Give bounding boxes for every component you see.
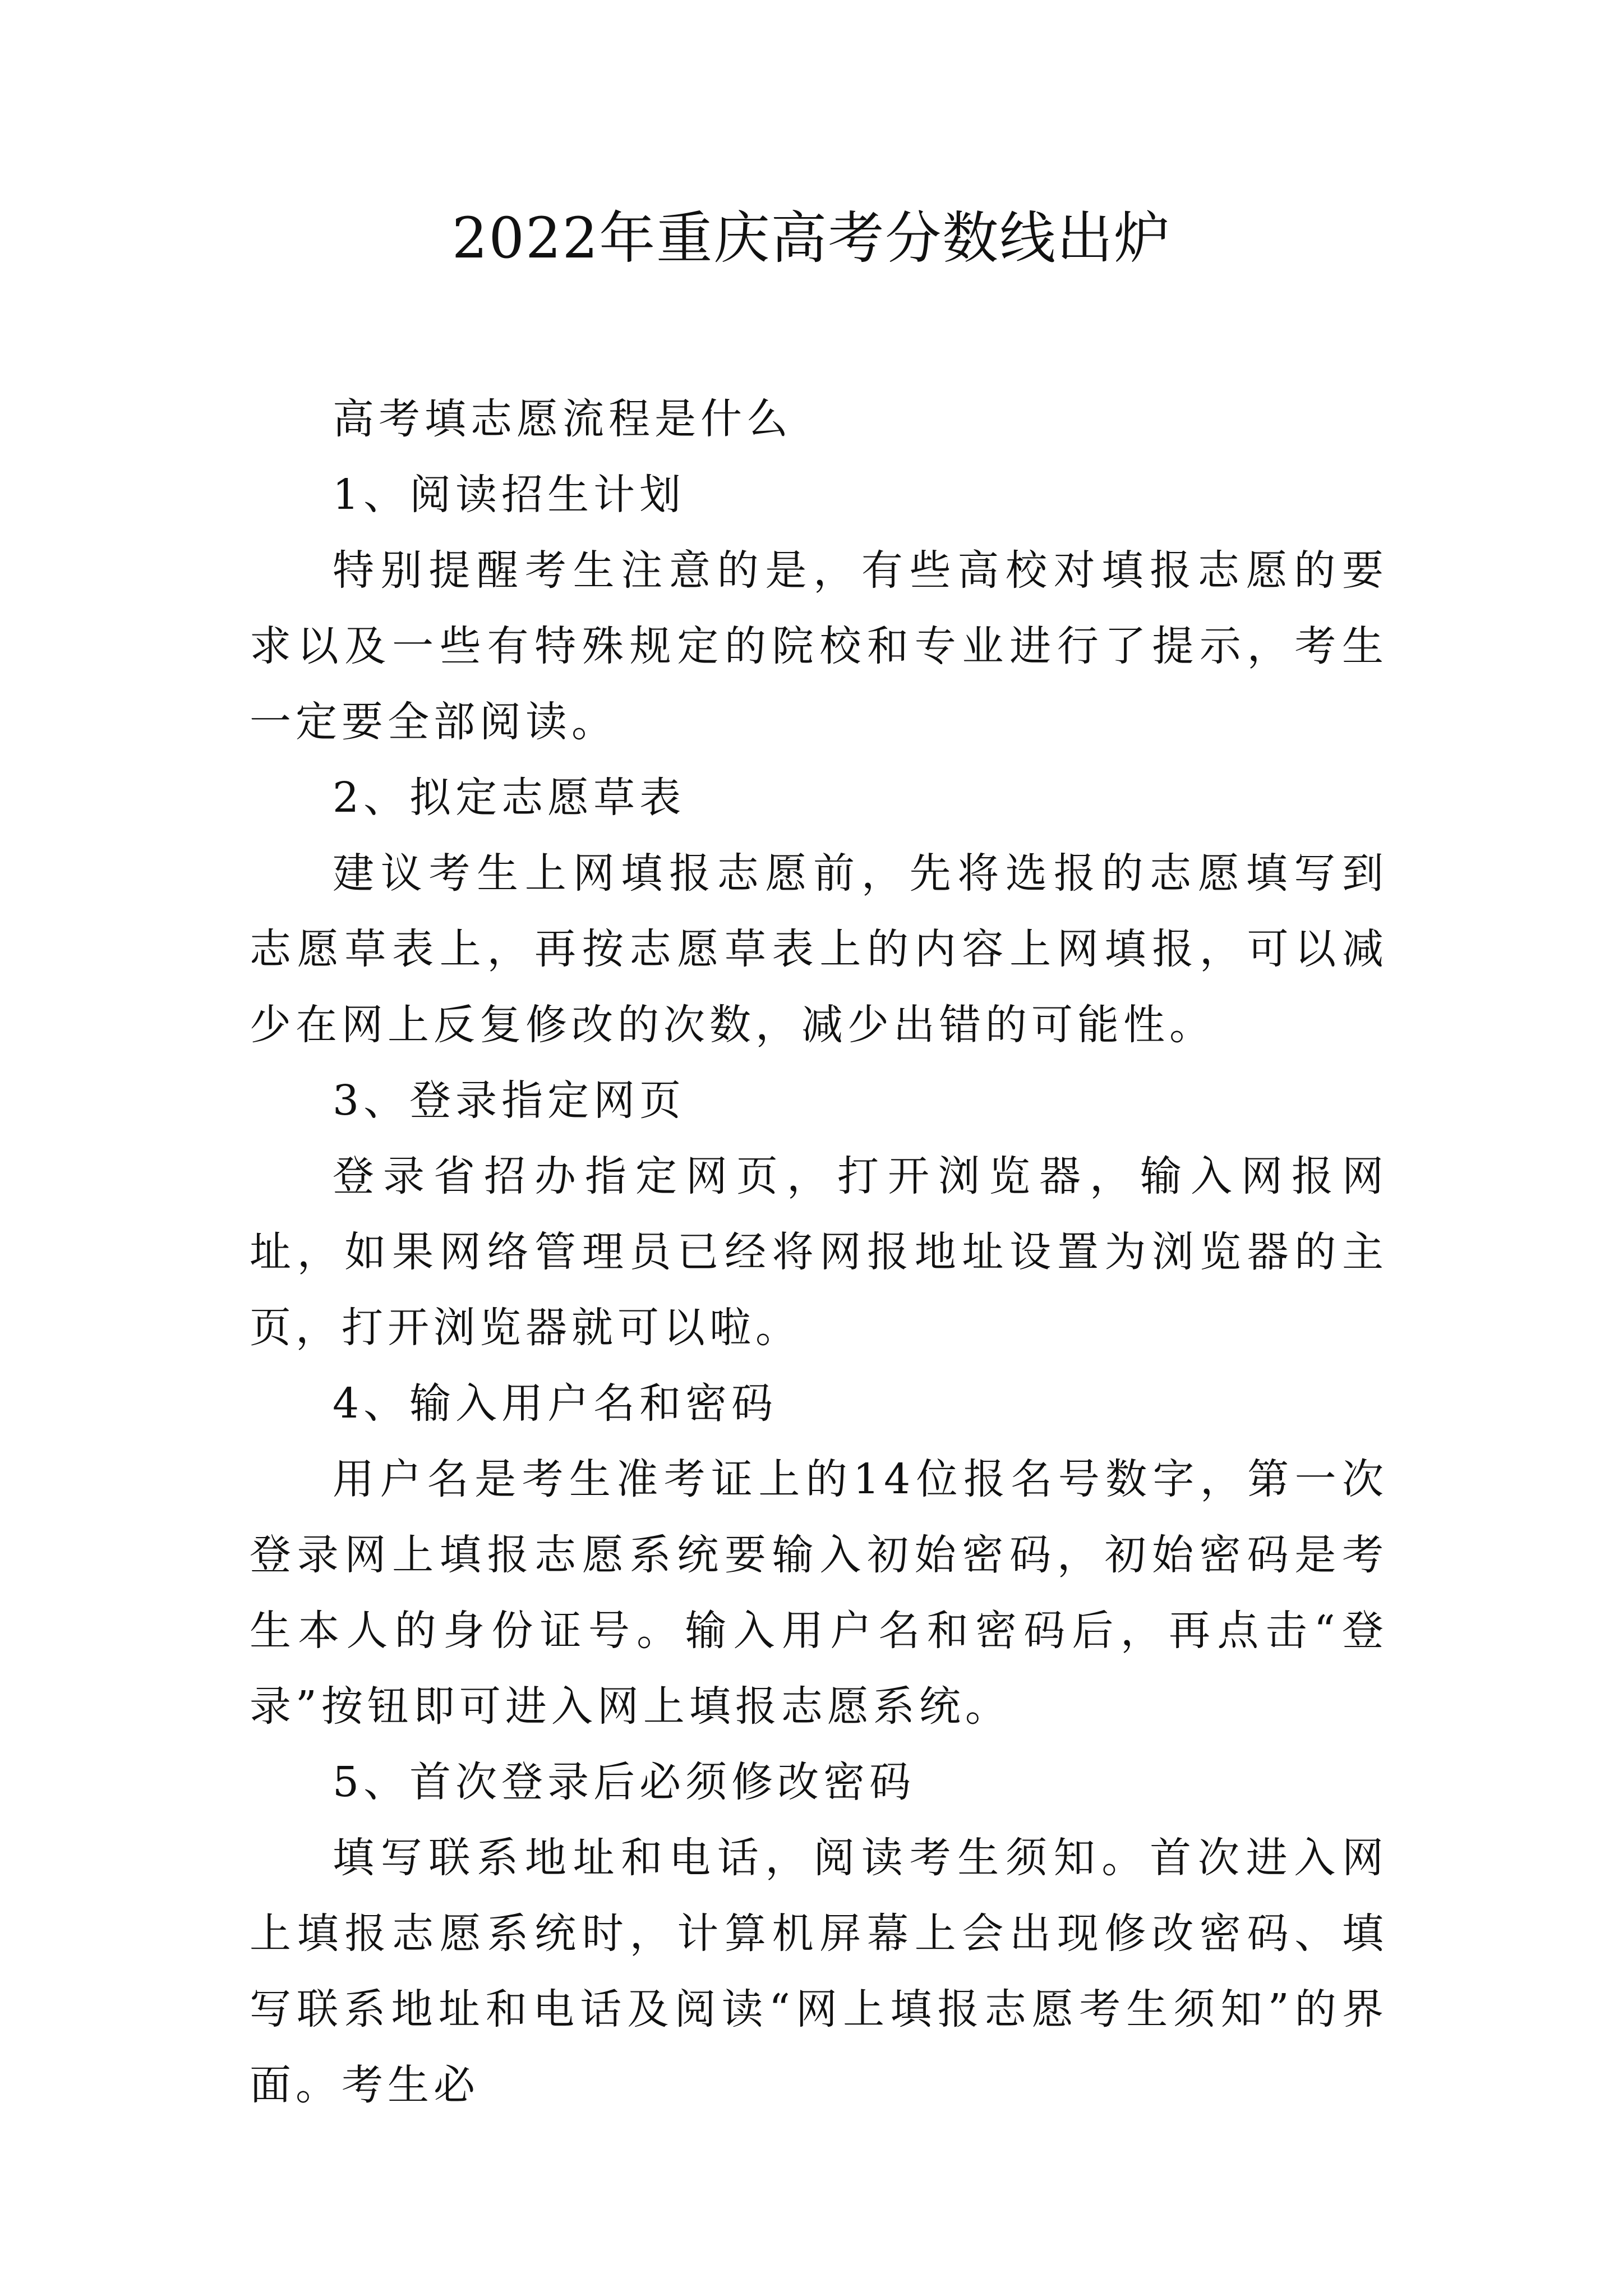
step-heading: 3、登录指定网页 [333,1076,686,1125]
body-paragraph: 登录省招办指定网页，打开浏览器，输入网报网址，如果网络管理员已经将网报地址设置为浏览器的主页，打开浏览器就可以啦。 [250,1152,1388,1352]
step-heading: 4、输入用户名和密码 [333,1379,778,1428]
step-heading: 2、拟定志愿草表 [333,774,686,822]
body-paragraph: 用户名是考生准考证上的14位报名号数字，第一次登录网上填报志愿系统要输入初始密码，初始密码是考生本人的身份证号。输入用户名和密码后，再点击“登录”按钮即可进入网上填报志愿系统。 [250,1455,1388,1731]
document-title: 2022年重庆高考分数线出炉 [451,205,1172,271]
body-paragraph: 填写联系地址和电话，阅读考生须知。首次进入网上填报志愿系统时，计算机屏幕上会出现修改密码、填写联系地址和电话及阅读“网上填报志愿考生须知”的界面。考生必 [250,1834,1388,2109]
body-paragraph: 建议考生上网填报志愿前，先将选报的志愿填写到志愿草表上，再按志愿草表上的内容上网填报，可以减少在网上反复修改的次数，减少出错的可能性。 [250,849,1388,1049]
step-heading: 5、首次登录后必须修改密码 [333,1758,916,1806]
body-paragraph: 特别提醒考生注意的是，有些高校对填报志愿的要求以及一些有特殊规定的院校和专业进行了提示，考生一定要全部阅读。 [250,546,1388,746]
step-heading: 1、阅读招生计划 [333,471,686,519]
section-heading: 高考填志愿流程是什么 [333,395,792,443]
document-body [250,381,1388,2123]
